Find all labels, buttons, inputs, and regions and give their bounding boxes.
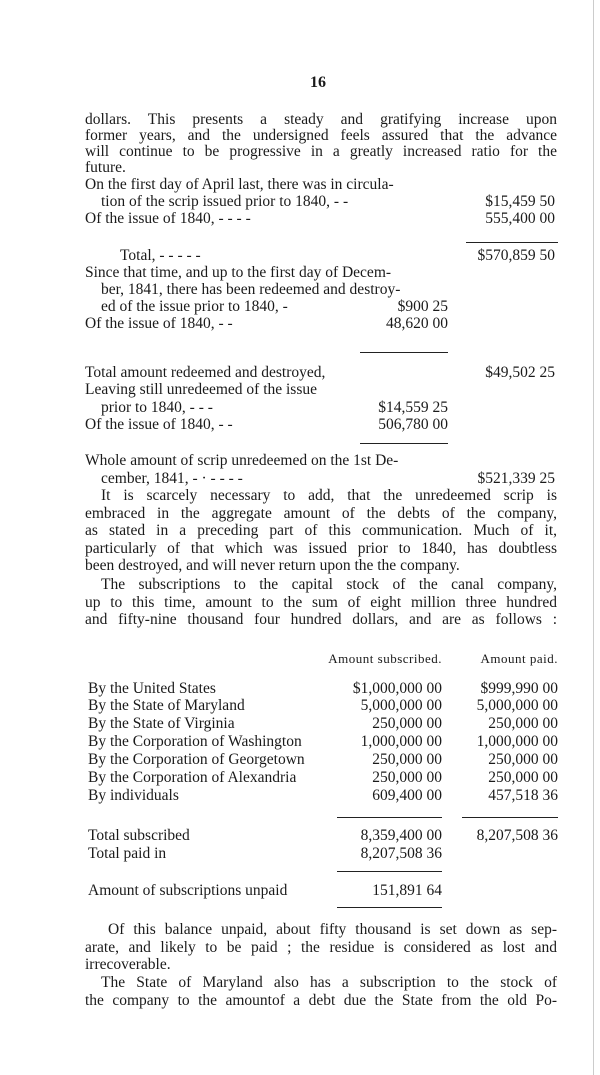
ledger-value: $570,859 50 [477,247,555,264]
text-line: irrecoverable. [85,956,171,973]
text-line: Since that time, and up to the first day of Decem- [85,264,392,281]
total-subscribed-value: 8,359,400 00 [360,827,442,844]
row-label: By the United States [88,680,216,697]
text-line: the company to the amountof a debt due the State from the old Po- [85,992,557,1009]
row-paid: 457,518 36 [488,787,558,804]
text-line: embraced in the aggregate amount of the debts of the company, [85,505,557,522]
text-line: Whole amount of scrip unredeemed on the 1st De- [85,452,399,469]
sum-rule [462,817,558,818]
text-line: The subscriptions to the capital stock of the canal company, [101,576,557,593]
row-subscribed: 609,400 00 [372,787,442,804]
row-paid: 250,000 00 [488,769,558,786]
page-edge [593,0,594,1075]
row-label: By individuals [88,787,179,804]
row-label: By the State of Maryland [88,697,245,714]
text-line: The State of Maryland also has a subscription to the stock of [101,974,557,991]
total-subscribed-label: Total subscribed [88,827,190,844]
ledger-label: Of the issue of 1840, - - [85,315,233,332]
sum-rule [360,352,448,353]
ledger-label: prior to 1840, - - - [101,399,213,416]
sum-rule [337,871,442,872]
text-line: as stated in a preceding part of this communication. Much of it, [85,522,557,539]
row-paid: 250,000 00 [488,715,558,732]
row-label: By the Corporation of Washington [88,733,302,750]
text-line: up to this time, amount to the sum of eight million three hundred [85,594,557,611]
unpaid-label: Amount of subscriptions unpaid [88,882,288,899]
row-subscribed: $1,000,000 00 [352,680,442,697]
column-header-subscribed: Amount subscribed. [328,651,442,666]
text-line: dollars. This presents a steady and gratifying increase upon [85,111,557,128]
row-subscribed: 250,000 00 [372,751,442,768]
row-paid: 250,000 00 [488,751,558,768]
text-line: Leaving still unredeemed of the issue [85,381,318,398]
ledger-value: 506,780 00 [378,416,448,433]
row-paid: $999,990 00 [480,680,558,697]
text-line: On the first day of April last, there was in circula- [85,176,394,193]
ledger-value: $14,559 25 [378,399,448,416]
row-paid: 1,000,000 00 [476,733,558,750]
total-paid-column-value: 8,207,508 36 [476,827,558,844]
page-number: 16 [310,74,326,91]
sum-rule [360,443,448,444]
text-line: will continue to be progressive in a greatly increased ratio for the [85,143,557,160]
ledger-value: $521,339 25 [477,470,555,487]
text-line: It is scarcely necessary to add, that the unredeemed scrip is [101,487,557,504]
ledger-label: ed of the issue prior to 1840, - [101,298,288,315]
text-line: future. [85,159,126,176]
text-line: been destroyed, and will never return upon the the company. [85,557,460,574]
total-paid-value: 8,207,508 36 [360,845,442,862]
text-line: arate, and likely to be paid ; the residue is considered as lost and [85,939,557,956]
ledger-label: Total amount redeemed and destroyed, [85,364,326,381]
row-paid: 5,000,000 00 [476,697,558,714]
ledger-label: tion of the scrip issued prior to 1840, - - [101,193,349,210]
text-line: and fifty-nine thousand four hundred dollars, and are as follows : [85,611,557,628]
row-subscribed: 5,000,000 00 [360,697,442,714]
ledger-label: cember, 1841, - · - - - - [101,470,243,487]
row-label: By the Corporation of Alexandria [88,769,297,786]
ledger-label: Of the issue of 1840, - - - - [85,210,251,227]
text-line: particularly of that which was issued prior to 1840, has doubtless [85,540,557,557]
row-subscribed: 250,000 00 [372,715,442,732]
row-subscribed: 1,000,000 00 [360,733,442,750]
sum-rule [466,242,558,243]
column-header-paid: Amount paid. [480,651,558,666]
row-subscribed: 250,000 00 [372,769,442,786]
text-line: former years, and the undersigned feels assured that the advance [85,127,557,144]
unpaid-value: 151,891 64 [372,882,442,899]
text-line: Of this balance unpaid, about fifty thousand is set down as sep- [108,921,557,938]
ledger-value: $49,502 25 [485,364,555,381]
row-label: By the Corporation of Georgetown [88,751,305,768]
text-line: ber, 1841, there has been redeemed and destroy- [101,281,401,298]
sum-rule [337,907,442,908]
total-paid-label: Total paid in [88,845,167,862]
ledger-label: Total, - - - - - [120,247,201,264]
ledger-value: 48,620 00 [386,315,448,332]
sum-rule [337,817,442,818]
ledger-value: $900 25 [397,298,448,315]
ledger-label: Of the issue of 1840, - - [85,416,233,433]
row-label: By the State of Virginia [88,715,235,732]
ledger-value: 555,400 00 [485,210,555,227]
ledger-value: $15,459 50 [485,193,555,210]
